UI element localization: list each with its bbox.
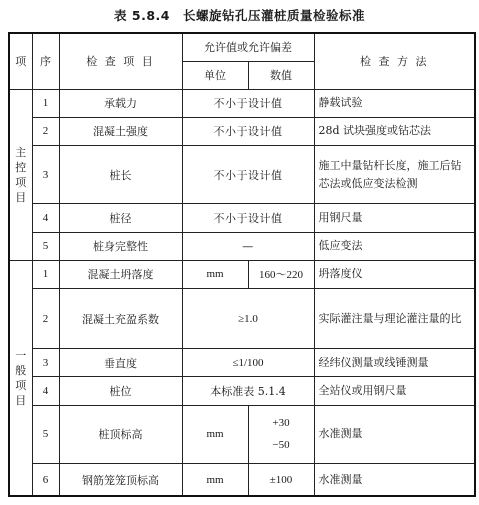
row-item: 垂直度 bbox=[59, 349, 182, 377]
row-seq: 3 bbox=[32, 349, 59, 377]
row-value: ±100 bbox=[248, 464, 314, 496]
table-row bbox=[9, 349, 475, 377]
header-seq: 序 bbox=[32, 33, 59, 89]
row-method: 用钢尺量 bbox=[314, 204, 475, 232]
header-unit: 单位 bbox=[182, 61, 248, 89]
row-limit: ≥1.0 bbox=[182, 288, 314, 349]
header-row-1 bbox=[9, 33, 475, 61]
row-seq: 2 bbox=[32, 117, 59, 145]
row-method: 经纬仪测量或线锤测量 bbox=[314, 349, 475, 377]
row-seq: 4 bbox=[32, 204, 59, 232]
row-item: 混凝土坍落度 bbox=[59, 260, 182, 288]
table-row bbox=[9, 288, 475, 349]
row-item: 桩位 bbox=[59, 377, 182, 405]
row-item: 桩长 bbox=[59, 146, 182, 204]
table-row bbox=[9, 260, 475, 288]
header-item: 检 查 项 目 bbox=[59, 33, 182, 89]
row-value bbox=[248, 405, 314, 463]
row-limit: — bbox=[182, 232, 314, 260]
group-label-general: 一 般 项 目 bbox=[9, 260, 32, 496]
row-method: 28d 试块强度或钻芯法 bbox=[314, 117, 475, 145]
row-item: 承载力 bbox=[59, 89, 182, 117]
header-category: 项 bbox=[9, 33, 32, 89]
table-row bbox=[9, 377, 475, 405]
table-row bbox=[9, 89, 475, 117]
row-unit: mm bbox=[182, 405, 248, 463]
row-limit: 不小于设计值 bbox=[182, 117, 314, 145]
row-method: 静载试验 bbox=[314, 89, 475, 117]
table-row bbox=[9, 405, 475, 463]
header-method: 检 查 方 法 bbox=[314, 33, 475, 89]
table-row bbox=[9, 117, 475, 145]
row-unit: mm bbox=[182, 260, 248, 288]
row-item: 混凝土充盈系数 bbox=[59, 288, 182, 349]
row-method: 全站仪或用钢尺量 bbox=[314, 377, 475, 405]
header-tolerance: 允许值或允许偏差 bbox=[182, 33, 314, 61]
row-item: 桩顶标高 bbox=[59, 405, 182, 463]
row-item: 钢筋笼笼顶标高 bbox=[59, 464, 182, 496]
row-method: 施工中量钻杆长度，施工后钻芯法或低应变法检测 bbox=[314, 146, 475, 204]
value-upper: +30 bbox=[272, 417, 290, 430]
row-item: 混凝土强度 bbox=[59, 117, 182, 145]
table-row bbox=[9, 204, 475, 232]
row-limit: 本标准表 5.1.4 bbox=[182, 377, 314, 405]
row-value: 160～220 bbox=[248, 260, 314, 288]
row-limit: ≤1/100 bbox=[182, 349, 314, 377]
table-title: 表 5.8.4 长螺旋钻孔压灌桩质量检验标准 bbox=[114, 8, 365, 23]
row-seq: 4 bbox=[32, 377, 59, 405]
row-unit: mm bbox=[182, 464, 248, 496]
table-row bbox=[9, 232, 475, 260]
quality-inspection-table bbox=[8, 32, 476, 497]
row-limit: 不小于设计值 bbox=[182, 89, 314, 117]
row-seq: 6 bbox=[32, 464, 59, 496]
row-seq: 3 bbox=[32, 146, 59, 204]
row-method: 低应变法 bbox=[314, 232, 475, 260]
row-method: 水准测量 bbox=[314, 464, 475, 496]
row-limit: 不小于设计值 bbox=[182, 146, 314, 204]
row-seq: 2 bbox=[32, 288, 59, 349]
header-value: 数值 bbox=[248, 61, 314, 89]
table-row bbox=[9, 464, 475, 496]
row-method: 坍落度仪 bbox=[314, 260, 475, 288]
row-method: 实际灌注量与理论灌注量的比 bbox=[314, 288, 475, 349]
row-item: 桩身完整性 bbox=[59, 232, 182, 260]
table-row bbox=[9, 146, 475, 204]
row-seq: 1 bbox=[32, 260, 59, 288]
row-seq: 1 bbox=[32, 89, 59, 117]
row-method: 水准测量 bbox=[314, 405, 475, 463]
row-seq: 5 bbox=[32, 405, 59, 463]
group-label-main: 主 控 项 目 bbox=[9, 89, 32, 260]
row-item: 桩径 bbox=[59, 204, 182, 232]
row-seq: 5 bbox=[32, 232, 59, 260]
row-limit: 不小于设计值 bbox=[182, 204, 314, 232]
value-lower: −50 bbox=[272, 439, 290, 452]
